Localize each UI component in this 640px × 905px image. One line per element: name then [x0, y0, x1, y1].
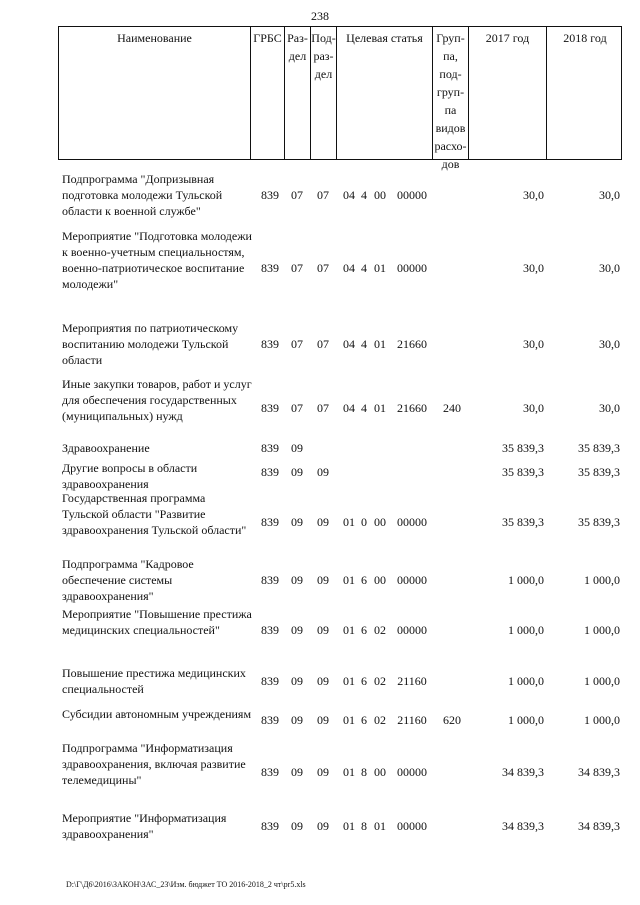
row-target-subprogram: 6 [361, 573, 367, 587]
header-2018: 2018 год [563, 31, 607, 45]
row-razdel: 09 [291, 765, 303, 779]
row-grbs: 839 [261, 261, 279, 275]
row-amount-2017: 30,0 [523, 401, 544, 415]
row-expense-group: 240 [443, 401, 461, 415]
row-grbs: 839 [261, 819, 279, 833]
row-amount-2018: 30,0 [599, 261, 620, 275]
row-grbs: 839 [261, 441, 279, 455]
row-target-subprogram: 0 [361, 515, 367, 529]
row-grbs: 839 [261, 713, 279, 727]
table-header [58, 26, 622, 171]
row-target-activity: 00 [374, 573, 386, 587]
row-razdel: 07 [291, 188, 303, 202]
row-target-activity: 01 [374, 819, 386, 833]
row-amount-2018: 34 839,3 [578, 819, 620, 833]
row-amount-2018: 1 000,0 [584, 573, 620, 587]
row-target-subprogram: 4 [361, 188, 367, 202]
row-podrazdel: 09 [317, 819, 329, 833]
header-group: Груп- па, под- груп- па видов расхо- дов [433, 27, 469, 159]
row-amount-2018: 35 839,3 [578, 515, 620, 529]
row-name: Другие вопросы в области здравоохранения [62, 461, 198, 491]
row-grbs: 839 [261, 674, 279, 688]
row-podrazdel: 09 [317, 674, 329, 688]
row-razdel: 09 [291, 465, 303, 479]
row-target-activity: 01 [374, 401, 386, 415]
row-target-program: 04 [343, 337, 355, 351]
row-podrazdel: 09 [317, 515, 329, 529]
row-amount-2018: 30,0 [599, 337, 620, 351]
row-target-direction: 00000 [397, 188, 427, 202]
row-grbs: 839 [261, 765, 279, 779]
row-target-program: 01 [343, 819, 355, 833]
row-name: Субсидии автономным учреждениям [62, 707, 252, 721]
row-target-program: 04 [343, 261, 355, 275]
row-grbs: 839 [261, 515, 279, 529]
row-razdel: 07 [291, 261, 303, 275]
row-target-program: 01 [343, 765, 355, 779]
row-target-activity: 02 [374, 713, 386, 727]
row-podrazdel: 09 [317, 465, 329, 479]
row-amount-2017: 34 839,3 [502, 765, 544, 779]
row-target-subprogram: 4 [361, 261, 367, 275]
row-razdel: 09 [291, 819, 303, 833]
row-podrazdel: 09 [317, 623, 329, 637]
row-amount-2017: 1 000,0 [508, 713, 544, 727]
row-amount-2018: 34 839,3 [578, 765, 620, 779]
row-podrazdel: 09 [317, 713, 329, 727]
header-name: Наименование [59, 27, 251, 159]
row-target-activity: 00 [374, 515, 386, 529]
row-razdel: 09 [291, 441, 303, 455]
row-target-subprogram: 4 [361, 401, 367, 415]
row-name: Здравоохранение [62, 441, 150, 455]
row-target-subprogram: 6 [361, 674, 367, 688]
row-target-direction: 00000 [397, 515, 427, 529]
row-podrazdel: 07 [317, 188, 329, 202]
row-target-direction: 00000 [397, 765, 427, 779]
row-target-direction: 00000 [397, 623, 427, 637]
row-grbs: 839 [261, 337, 279, 351]
row-name: Повышение престижа медицинских специальностей [62, 666, 246, 696]
row-target-subprogram: 6 [361, 623, 367, 637]
row-amount-2018: 1 000,0 [584, 713, 620, 727]
row-target-subprogram: 6 [361, 713, 367, 727]
row-grbs: 839 [261, 573, 279, 587]
row-amount-2017: 35 839,3 [502, 515, 544, 529]
row-name: Подпрограмма "Информатизация здравоохранения, включая развитие телемедицины" [62, 741, 246, 787]
row-razdel: 07 [291, 401, 303, 415]
row-razdel: 09 [291, 573, 303, 587]
row-podrazdel: 07 [317, 401, 329, 415]
row-target-program: 01 [343, 573, 355, 587]
row-grbs: 839 [261, 623, 279, 637]
row-razdel: 09 [291, 674, 303, 688]
row-amount-2017: 30,0 [523, 188, 544, 202]
row-target-direction: 21660 [397, 337, 427, 351]
row-name: Подпрограмма "Допризывная подготовка молодежи Тульской области к военной службе" [62, 172, 223, 218]
row-target-direction: 21660 [397, 401, 427, 415]
header-target: Целевая статья [337, 27, 433, 159]
row-grbs: 839 [261, 401, 279, 415]
row-target-activity: 02 [374, 674, 386, 688]
row-expense-group: 620 [443, 713, 461, 727]
row-razdel: 07 [291, 337, 303, 351]
row-target-direction: 00000 [397, 819, 427, 833]
row-amount-2018: 1 000,0 [584, 623, 620, 637]
row-amount-2018: 35 839,3 [578, 441, 620, 455]
row-amount-2017: 35 839,3 [502, 465, 544, 479]
row-target-direction: 00000 [397, 261, 427, 275]
row-target-program: 01 [343, 623, 355, 637]
row-target-program: 01 [343, 515, 355, 529]
row-razdel: 09 [291, 515, 303, 529]
row-amount-2018: 30,0 [599, 188, 620, 202]
row-target-subprogram: 8 [361, 765, 367, 779]
row-amount-2017: 1 000,0 [508, 674, 544, 688]
row-podrazdel: 09 [317, 765, 329, 779]
row-target-direction: 21160 [397, 674, 427, 688]
row-grbs: 839 [261, 188, 279, 202]
row-razdel: 09 [291, 713, 303, 727]
row-podrazdel: 07 [317, 261, 329, 275]
row-target-activity: 00 [374, 188, 386, 202]
row-target-activity: 01 [374, 337, 386, 351]
row-name: Мероприятие "Информатизация здравоохранения" [62, 811, 227, 841]
row-name: Мероприятие "Повышение престижа медицинских специальностей" [62, 607, 252, 637]
row-amount-2017: 30,0 [523, 261, 544, 275]
row-amount-2017: 1 000,0 [508, 573, 544, 587]
row-amount-2017: 1 000,0 [508, 623, 544, 637]
row-amount-2017: 34 839,3 [502, 819, 544, 833]
row-target-direction: 21160 [397, 713, 427, 727]
row-target-program: 04 [343, 188, 355, 202]
row-target-program: 01 [343, 713, 355, 727]
row-target-activity: 01 [374, 261, 386, 275]
header-grbs: ГРБС [251, 27, 285, 159]
row-target-subprogram: 8 [361, 819, 367, 833]
row-podrazdel: 07 [317, 337, 329, 351]
row-name: Государственная программа Тульской области "Развитие здравоохранения Тульской области" [62, 491, 247, 537]
header-2017: 2017 год [469, 27, 547, 159]
row-target-subprogram: 4 [361, 337, 367, 351]
row-amount-2018: 30,0 [599, 401, 620, 415]
row-grbs: 839 [261, 465, 279, 479]
row-amount-2018: 1 000,0 [584, 674, 620, 688]
row-amount-2017: 35 839,3 [502, 441, 544, 455]
row-target-activity: 02 [374, 623, 386, 637]
header-razdel: Раз- дел [285, 27, 311, 159]
row-amount-2018: 35 839,3 [578, 465, 620, 479]
row-target-activity: 00 [374, 765, 386, 779]
row-name: Иные закупки товаров, работ и услуг для обеспечения государственных (муниципальных) нужд [62, 377, 252, 423]
page-number: 238 [311, 9, 329, 23]
row-name: Подпрограмма "Кадровое обеспечение системы здравоохранения" [62, 557, 194, 603]
row-amount-2017: 30,0 [523, 337, 544, 351]
row-name: Мероприятие "Подготовка молодежи к военно-учетным специальностям, военно-патриотическое воспитание молодежи" [62, 229, 252, 291]
row-name: Мероприятия по патриотическому воспитанию молодежи Тульской области [62, 321, 239, 367]
row-target-direction: 00000 [397, 573, 427, 587]
row-target-program: 01 [343, 674, 355, 688]
header-podrazdel: Под- раз- дел [311, 27, 337, 159]
file-path-footer: D:\Г\Д6\2016\ЗАКОН\ЗАС_23\Изм. бюджет ТО 2016-2018_2 чт\pr5.xls [66, 880, 306, 889]
row-razdel: 09 [291, 623, 303, 637]
row-podrazdel: 09 [317, 573, 329, 587]
row-target-program: 04 [343, 401, 355, 415]
